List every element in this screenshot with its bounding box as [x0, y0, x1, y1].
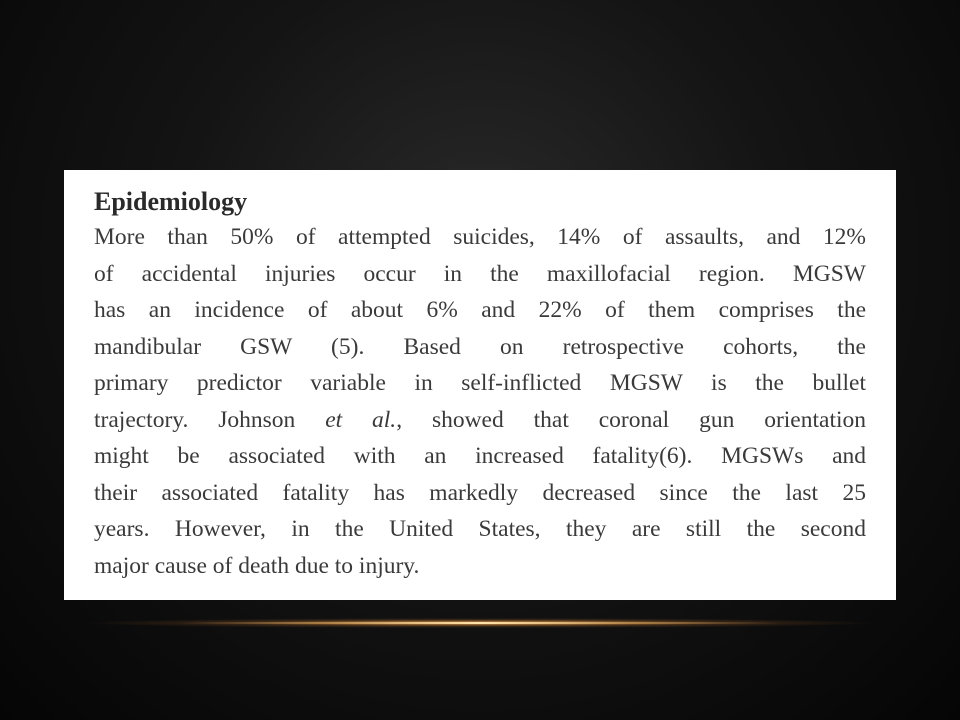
line-segment: , showed that coronal gun orientation: [396, 406, 867, 433]
paragraph-line: has an incidence of about 6% and 22% of them comprises the: [94, 297, 866, 323]
section-heading: Epidemiology: [94, 187, 248, 216]
paragraph-line: mandibular GSW (5). Based on retrospective cohorts, the: [94, 333, 866, 360]
paragraph-line: More than 50% of attempted suicides, 14% of assaults, and 12%: [94, 224, 866, 250]
paragraph-line-with-citation: [94, 402, 866, 439]
paragraph-line: might be associated with an increased fatality(6). MGSWs and: [94, 443, 866, 469]
et-al-italic: et al.: [325, 406, 397, 433]
paragraph-line: primary predictor variable in self-inflicted MGSW is the bullet: [94, 370, 866, 396]
paragraph-line: years. However, in the United States, they are still the second: [94, 516, 866, 542]
line-segment: trajectory. Johnson: [94, 406, 326, 433]
paragraph-line: of accidental injuries occur in the maxillofacial region. MGSW: [94, 260, 866, 287]
text-panel: [64, 170, 896, 600]
decorative-glow-core: [180, 622, 780, 624]
paragraph-line: their associated fatality has markedly decreased since the last 25: [94, 479, 866, 506]
section-paragraph: [94, 219, 866, 584]
paragraph-line: major cause of death due to injury.: [94, 552, 420, 579]
